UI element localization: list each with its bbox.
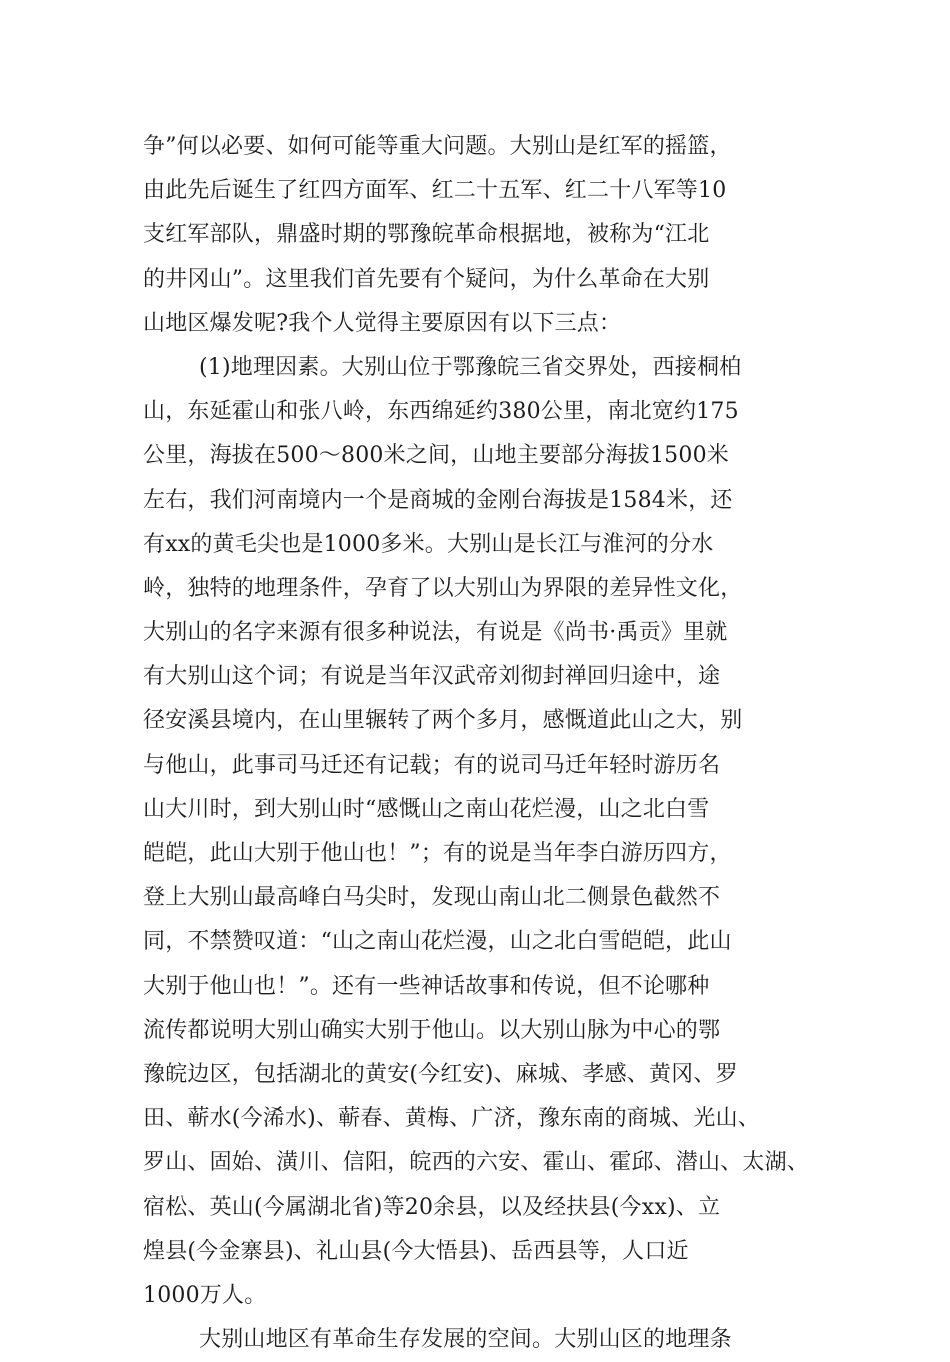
text-line: 宿松、英山(今属湖北省)等20余县，以及经扶县(今xx)、立 bbox=[143, 1194, 721, 1220]
text-line: 岭，独特的地理条件，孕育了以大别山为界限的差异性文化， bbox=[143, 575, 743, 601]
text-line: 与他山，此事司马迁还有记载；有的说司马迁年轻时游历名 bbox=[143, 752, 721, 778]
text-line: 皑皑，此山大别于他山也！”；有的说是当年李白游历四方， bbox=[143, 841, 732, 866]
text-line: 大别山地区有革命生存发展的空间。大别山区的地理条 bbox=[199, 1327, 732, 1353]
text-line: 支红军部队，鼎盛时期的鄂豫皖革命根据地，被称为“江北 bbox=[143, 222, 710, 248]
text-line: 左右，我们河南境内一个是商城的金刚台海拔是1584米，还 bbox=[143, 487, 733, 513]
body-text bbox=[143, 125, 823, 1362]
text-line: 豫皖边区，包括湖北的黄安(今红安)、麻城、孝感、黄冈、罗 bbox=[143, 1061, 738, 1087]
text-line: 山大川时，到大别山时“感慨山之南山花烂漫，山之北白雪 bbox=[143, 796, 710, 822]
text-line: 1000万人。 bbox=[143, 1282, 267, 1308]
text-line: 由此先后诞生了红四方面军、红二十五军、红二十八军等10 bbox=[143, 178, 727, 204]
text-line: 有大别山这个词；有说是当年汉武帝刘彻封禅回归途中，途 bbox=[143, 664, 721, 690]
text-line: 山，东延霍山和张八岭，东西绵延约380公里，南北宽约175 bbox=[143, 399, 739, 425]
text-line: 争”何以必要、如何可能等重大问题。大别山是红军的摇篮， bbox=[143, 134, 732, 159]
text-line: 登上大别山最高峰白马尖时，发现山南山北二侧景色截然不 bbox=[143, 885, 721, 911]
text-line: 流传都说明大别山确实大别于他山。以大别山脉为中心的鄂 bbox=[143, 1017, 721, 1043]
text-line: 煌县(今金寨县)、礼山县(今大悟县)、岳西县等，人口近 bbox=[143, 1238, 689, 1264]
text-line: 径安溪县境内，在山里辗转了两个多月，感慨道此山之大，别 bbox=[143, 708, 743, 734]
text-line: 的井冈山”。这里我们首先要有个疑问，为什么革命在大别 bbox=[143, 266, 710, 292]
text-line: 田、蕲水(今浠水)、蕲春、黄梅、广济，豫东南的商城、光山、 bbox=[143, 1106, 760, 1132]
text-line: 大别山的名字来源有很多种说法，有说是《尚书·禹贡》里就 bbox=[143, 620, 728, 646]
text-line: 公里，海拔在500～800米之间，山地主要部分海拔1500米 bbox=[143, 443, 729, 469]
text-line: 大别于他山也！”。还有一些神话故事和传说，但不论哪种 bbox=[143, 973, 710, 999]
text-line: 有xx的黄毛尖也是1000多米。大别山是长江与淮河的分水 bbox=[143, 531, 714, 557]
text-line: 山地区爆发呢?我个人觉得主要原因有以下三点： bbox=[143, 310, 622, 336]
text-line: 罗山、固始、潢川、信阳，皖西的六安、霍山、霍邱、潜山、太湖、 bbox=[143, 1150, 810, 1176]
text-line: 同，不禁赞叹道：“山之南山花烂漫，山之北白雪皑皑，此山 bbox=[143, 929, 732, 955]
text-line: (1)地理因素。大别山位于鄂豫皖三省交界处，西接桐柏 bbox=[199, 354, 742, 380]
